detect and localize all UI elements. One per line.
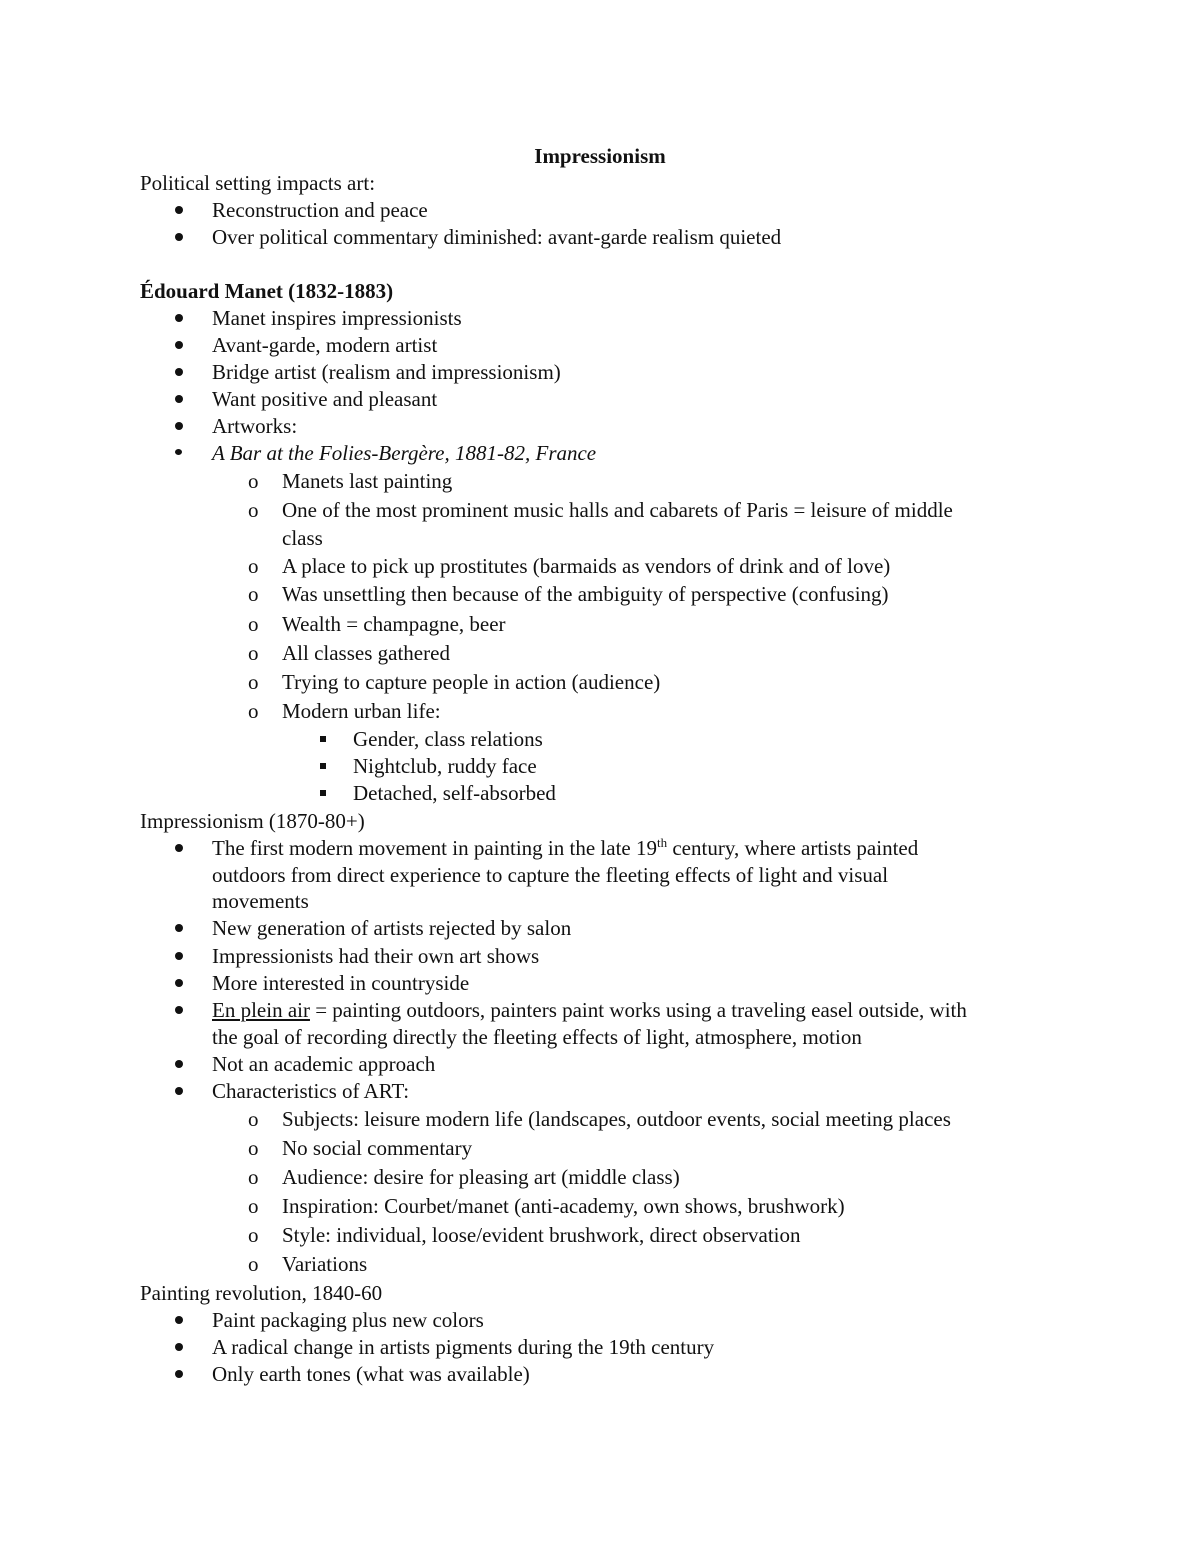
list-item: Style: individual, loose/evident brushwork, direct observation bbox=[282, 1223, 801, 1247]
bullet-dot-icon bbox=[175, 1060, 183, 1068]
bullet-dot-icon bbox=[175, 422, 183, 430]
bullet-circle-icon: o bbox=[248, 554, 259, 578]
bullet-dot-icon bbox=[175, 979, 183, 987]
list-item: Audience: desire for pleasing art (middle class) bbox=[282, 1165, 680, 1189]
list-item: Reconstruction and peace bbox=[212, 198, 428, 222]
list-item: Gender, class relations bbox=[353, 727, 543, 751]
bullet-dot-icon bbox=[175, 952, 183, 960]
bullet-square-icon bbox=[320, 790, 326, 796]
bullet-square-icon bbox=[320, 736, 326, 742]
list-item: Paint packaging plus new colors bbox=[212, 1308, 484, 1332]
list-item: Detached, self-absorbed bbox=[353, 781, 556, 805]
list-item: Manet inspires impressionists bbox=[212, 306, 462, 330]
bullet-dot-icon bbox=[175, 368, 183, 376]
list-item-continuation: class bbox=[282, 526, 323, 550]
bullet-circle-icon: o bbox=[248, 498, 259, 522]
list-item: Variations bbox=[282, 1252, 368, 1276]
bullet-dot-icon bbox=[175, 314, 183, 322]
list-item: Not an academic approach bbox=[212, 1052, 436, 1076]
bullet-circle-icon: o bbox=[248, 1223, 259, 1247]
list-item: Characteristics of ART: bbox=[212, 1079, 410, 1103]
bullet-square-icon bbox=[320, 763, 326, 769]
bullet-circle-icon: o bbox=[248, 582, 259, 606]
list-item: A place to pick up prostitutes (barmaids as vendors of drink and of love) bbox=[282, 554, 891, 578]
list-item: Wealth = champagne, beer bbox=[282, 612, 506, 636]
list-item-continuation: movements bbox=[212, 889, 309, 913]
bullet-dot-icon bbox=[175, 1006, 183, 1014]
list-item: New generation of artists rejected by salon bbox=[212, 916, 572, 940]
list-item: One of the most prominent music halls and cabarets of Paris = leisure of middle bbox=[282, 498, 953, 522]
bullet-circle-icon: o bbox=[248, 1165, 259, 1189]
list-item: No social commentary bbox=[282, 1136, 473, 1160]
list-item: Bridge artist (realism and impressionism) bbox=[212, 360, 561, 384]
list-item: Inspiration: Courbet/manet (anti-academy, own shows, brushwork) bbox=[282, 1194, 845, 1218]
list-item: Subjects: leisure modern life (landscapes, outdoor events, social meeting places bbox=[282, 1107, 951, 1131]
term-en-plein-air: En plein air bbox=[212, 998, 310, 1022]
list-item: All classes gathered bbox=[282, 641, 450, 665]
list-item-continuation: the goal of recording directly the fleeting effects of light, atmosphere, motion bbox=[212, 1025, 862, 1049]
list-item: Over political commentary diminished: avant-garde realism quieted bbox=[212, 225, 782, 249]
list-item: Want positive and pleasant bbox=[212, 387, 438, 411]
bullet-dot-icon bbox=[175, 1087, 183, 1095]
list-item: A radical change in artists pigments during the 19th century bbox=[212, 1335, 715, 1359]
bullet-circle-icon: o bbox=[248, 699, 259, 723]
bullet-dot-icon bbox=[175, 1370, 183, 1378]
section-heading-impressionism: Impressionism (1870-80+) bbox=[140, 809, 365, 833]
artwork-title: A Bar at the Folies-Bergère, 1881-82, France bbox=[212, 441, 597, 465]
list-item: Artworks: bbox=[212, 414, 298, 438]
section-heading-manet: Édouard Manet (1832-1883) bbox=[140, 279, 394, 303]
bullet-circle-icon: o bbox=[248, 1194, 259, 1218]
list-item: Impressionists had their own art shows bbox=[212, 944, 540, 968]
bullet-circle-icon: o bbox=[248, 670, 259, 694]
page-title: Impressionism bbox=[534, 144, 666, 168]
list-item: Was unsettling then because of the ambiguity of perspective (confusing) bbox=[282, 582, 889, 606]
list-item-continuation: outdoors from direct experience to capture the fleeting effects of light and visual bbox=[212, 863, 889, 887]
list-item: Modern urban life: bbox=[282, 699, 441, 723]
list-item: More interested in countryside bbox=[212, 971, 470, 995]
bullet-dot-icon bbox=[175, 233, 183, 241]
bullet-dot-icon bbox=[175, 449, 182, 455]
bullet-dot-icon bbox=[175, 844, 183, 852]
list-item: En plein air = painting outdoors, painters paint works using a traveling easel outside, with bbox=[212, 998, 967, 1022]
list-item: The first modern movement in painting in the late 19th century, where artists painted bbox=[212, 835, 919, 860]
list-item: Trying to capture people in action (audience) bbox=[282, 670, 661, 694]
bullet-circle-icon: o bbox=[248, 612, 259, 636]
bullet-circle-icon: o bbox=[248, 1136, 259, 1160]
bullet-dot-icon bbox=[175, 206, 183, 214]
bullet-dot-icon bbox=[175, 1316, 183, 1324]
list-item: Nightclub, ruddy face bbox=[353, 754, 537, 778]
bullet-dot-icon bbox=[175, 395, 183, 403]
list-item: Manets last painting bbox=[282, 469, 453, 493]
section-heading-political: Political setting impacts art: bbox=[140, 171, 376, 195]
bullet-circle-icon: o bbox=[248, 1107, 259, 1131]
bullet-circle-icon: o bbox=[248, 469, 259, 493]
section-heading-revolution: Painting revolution, 1840-60 bbox=[140, 1281, 383, 1305]
bullet-dot-icon bbox=[175, 1343, 183, 1351]
bullet-circle-icon: o bbox=[248, 1252, 259, 1276]
list-item: Only earth tones (what was available) bbox=[212, 1362, 530, 1386]
bullet-dot-icon bbox=[175, 924, 183, 932]
bullet-dot-icon bbox=[175, 341, 183, 349]
bullet-circle-icon: o bbox=[248, 641, 259, 665]
list-item: Avant-garde, modern artist bbox=[212, 333, 438, 357]
